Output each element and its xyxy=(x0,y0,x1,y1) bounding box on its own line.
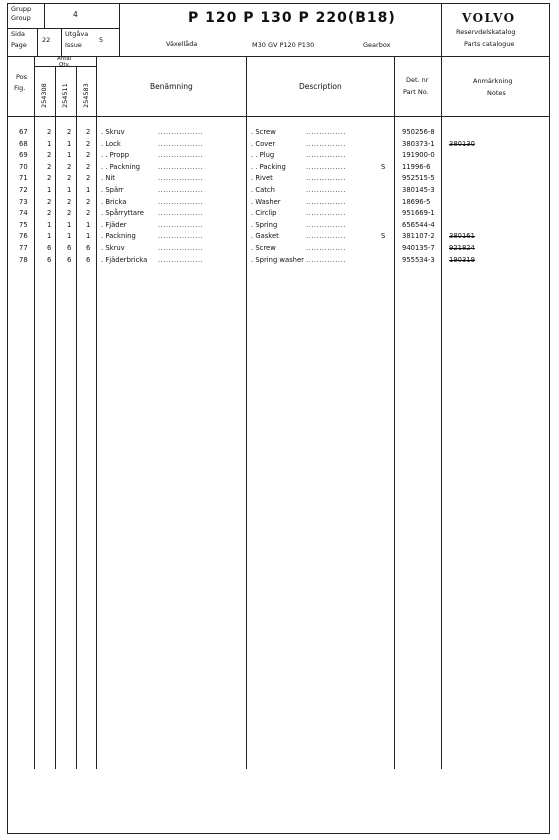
leader-dots: ................. xyxy=(158,151,204,160)
qty-cell: 1 xyxy=(67,186,72,194)
leader-dots: ............... xyxy=(306,174,346,183)
pos-cell: 71 xyxy=(19,174,28,183)
leader-dots: ............... xyxy=(306,197,346,206)
col-pos-en: Fig. xyxy=(14,84,26,92)
col-description: Description xyxy=(299,82,342,91)
header-vline xyxy=(119,3,120,56)
qty-cell: 6 xyxy=(86,244,91,252)
qty-cell: 2 xyxy=(67,162,72,171)
note-cell: 380130 xyxy=(449,139,475,148)
description-cell: . Catch xyxy=(251,186,275,194)
description-cell: . Cover xyxy=(251,139,276,148)
page-label-sv: Sida xyxy=(11,30,26,38)
pos-cell: 75 xyxy=(19,220,28,229)
qty-cell: 1 xyxy=(86,232,91,241)
leader-dots: ................. xyxy=(158,186,204,194)
suffix-cell: S xyxy=(381,162,386,171)
col-notes-sv: Anmärkning xyxy=(473,77,513,85)
name-sv-cell: . Lock xyxy=(101,139,121,148)
leader-dots: ............... xyxy=(306,139,346,148)
pos-cell: 68 xyxy=(19,139,28,148)
leader-dots: ............... xyxy=(306,232,346,241)
table-row xyxy=(0,140,559,151)
leader-dots: ................. xyxy=(158,232,204,241)
part-number-cell: 952515-5 xyxy=(402,174,435,183)
leader-dots: ............... xyxy=(306,255,346,264)
description-cell: . Screw xyxy=(251,128,276,136)
name-sv-cell: . Spärr xyxy=(101,186,124,194)
group-value: 4 xyxy=(73,10,78,19)
leader-dots: ............... xyxy=(306,128,346,136)
table-row xyxy=(0,198,559,209)
col-name-sv: Benämning xyxy=(150,82,193,91)
col-partno-sv: Det. nr xyxy=(406,76,429,84)
header-vline xyxy=(37,28,38,56)
qty-cell: 2 xyxy=(47,197,52,206)
description-cell: . Rivet xyxy=(251,174,273,183)
name-sv-cell: . Spårryttare xyxy=(101,209,144,218)
leader-dots: ................. xyxy=(158,139,204,148)
qty-cell: 6 xyxy=(86,255,91,264)
qty-cell: 2 xyxy=(67,209,72,218)
qty-cell: 2 xyxy=(47,209,52,218)
pos-cell: 69 xyxy=(19,151,28,160)
qty-cell: 6 xyxy=(67,255,72,264)
pos-cell: 77 xyxy=(19,244,28,252)
part-number-cell: 380145-3 xyxy=(402,186,435,194)
description-cell: . Spring xyxy=(251,220,278,229)
qty-cell: 2 xyxy=(86,197,91,206)
issue-value: 5 xyxy=(99,36,104,44)
qty-cell: 2 xyxy=(47,162,52,171)
header-vline xyxy=(441,3,442,56)
pos-cell: 72 xyxy=(19,186,28,194)
issue-label-en: Issue xyxy=(65,41,82,49)
page-title: P 120 P 130 P 220(B18) xyxy=(188,10,396,26)
qty-cell: 2 xyxy=(67,128,72,136)
catalog-en: Parts catalogue xyxy=(464,40,515,48)
description-cell: . Washer xyxy=(251,197,281,206)
leader-dots: ................. xyxy=(158,197,204,206)
note-cell: 921824 xyxy=(449,244,475,252)
subtitle-en: Gearbox xyxy=(363,41,391,49)
name-sv-cell: . . Propp xyxy=(101,151,130,160)
header-bottom-line xyxy=(7,56,550,57)
qty-cell: 6 xyxy=(47,255,52,264)
table-row xyxy=(0,186,559,197)
suffix-cell: S xyxy=(381,232,386,241)
volvo-logo: VOLVO xyxy=(462,11,516,25)
qty-cell: 2 xyxy=(47,151,52,160)
name-sv-cell: . Nit xyxy=(101,174,115,183)
col-qty-3: 254583 xyxy=(82,83,90,108)
part-number-cell: 955534-3 xyxy=(402,255,435,264)
leader-dots: ................. xyxy=(158,220,204,229)
qty-cell: 1 xyxy=(47,220,52,229)
leader-dots: ................. xyxy=(158,128,204,136)
page-label-en: Page xyxy=(11,41,27,49)
part-number-cell: 381107-2 xyxy=(402,232,435,241)
qty-cell: 2 xyxy=(67,174,72,183)
qty-cell: 1 xyxy=(86,186,91,194)
table-row xyxy=(0,209,559,220)
name-sv-cell: . Skruv xyxy=(101,128,125,136)
part-number-cell: 950256-8 xyxy=(402,128,435,136)
table-row xyxy=(0,232,559,243)
qty-cell: 1 xyxy=(67,232,72,241)
qty-cell: 2 xyxy=(86,209,91,218)
note-cell: 190319 xyxy=(449,255,475,264)
name-sv-cell: . . Packning xyxy=(101,162,141,171)
name-sv-cell: . Fjäder xyxy=(101,220,127,229)
issue-label-sv: Utgåva xyxy=(65,30,89,38)
pos-cell: 78 xyxy=(19,255,28,264)
qty-cell: 2 xyxy=(86,139,91,148)
qty-cell: 1 xyxy=(67,220,72,229)
description-cell: . . Plug xyxy=(251,151,275,160)
note-cell: 380161 xyxy=(449,232,475,241)
part-number-cell: 951669-1 xyxy=(402,209,435,218)
group-label-sv: Grupp xyxy=(11,5,32,13)
leader-dots: ................. xyxy=(158,244,204,252)
part-number-cell: 18696-5 xyxy=(402,197,431,206)
leader-dots: ............... xyxy=(306,151,346,160)
col-qty-en: Qty. xyxy=(59,62,70,68)
qty-cell: 2 xyxy=(86,151,91,160)
col-qty-2: 254511 xyxy=(61,83,69,108)
qty-cell: 2 xyxy=(86,162,91,171)
pos-cell: 73 xyxy=(19,197,28,206)
qty-cell: 2 xyxy=(86,128,91,136)
qty-cell: 1 xyxy=(86,220,91,229)
qty-cell: 2 xyxy=(86,174,91,183)
col-partno-en: Part No. xyxy=(403,88,429,96)
name-sv-cell: . Packning xyxy=(101,232,136,241)
qty-cell: 2 xyxy=(67,197,72,206)
qty-cell: 1 xyxy=(67,139,72,148)
qty-cell: 6 xyxy=(67,244,72,252)
name-sv-cell: . Fjäderbricka xyxy=(101,255,148,264)
subtitle-model: M30 GV P120 P130 xyxy=(252,41,315,49)
col-notes-en: Notes xyxy=(487,89,506,97)
header-divider xyxy=(7,28,119,29)
qty-cell: 2 xyxy=(47,174,52,183)
part-number-cell: 656544-4 xyxy=(402,220,435,229)
column-header-bottom-line xyxy=(7,116,550,117)
pos-cell: 76 xyxy=(19,232,28,241)
qty-cell: 1 xyxy=(67,151,72,160)
table-row xyxy=(0,256,559,267)
description-cell: . Gasket xyxy=(251,232,279,241)
part-number-cell: 380373-1 xyxy=(402,139,435,148)
pos-cell: 70 xyxy=(19,162,28,171)
pos-cell: 74 xyxy=(19,209,28,218)
description-cell: . Spring washer xyxy=(251,255,304,264)
part-number-cell: 940135-7 xyxy=(402,244,435,252)
part-number-cell: 191900-0 xyxy=(402,151,435,160)
header-vline xyxy=(44,3,45,28)
table-row xyxy=(0,174,559,185)
header-vline xyxy=(61,28,62,56)
name-sv-cell: . Bricka xyxy=(101,197,127,206)
qty-cell: 1 xyxy=(47,186,52,194)
leader-dots: ............... xyxy=(306,244,346,252)
leader-dots: ............... xyxy=(306,162,346,171)
page-value: 22 xyxy=(42,36,51,44)
pos-cell: 67 xyxy=(19,128,28,136)
catalog-sv: Reservdelskatalog xyxy=(456,28,516,36)
leader-dots: ............... xyxy=(306,209,346,218)
description-cell: . Circlip xyxy=(251,209,277,218)
table-row xyxy=(0,244,559,255)
subtitle-sv: Växellåda xyxy=(166,40,198,48)
leader-dots: ................. xyxy=(158,162,204,171)
qty-cell: 1 xyxy=(47,232,52,241)
description-cell: . . Packing xyxy=(251,162,286,171)
description-cell: . Screw xyxy=(251,244,276,252)
leader-dots: ............... xyxy=(306,220,346,229)
table-row xyxy=(0,151,559,162)
group-label-en: Group xyxy=(11,14,31,22)
col-qty-sv: Antal xyxy=(57,56,72,62)
qty-cell: 1 xyxy=(47,139,52,148)
name-sv-cell: . Skruv xyxy=(101,244,125,252)
part-number-cell: 11996-6 xyxy=(402,162,431,171)
table-row xyxy=(0,221,559,232)
table-row xyxy=(0,163,559,174)
qty-cell: 2 xyxy=(47,128,52,136)
col-pos-sv: Pos xyxy=(16,73,28,81)
col-qty-1: 254308 xyxy=(40,83,48,108)
leader-dots: ............... xyxy=(306,186,346,194)
leader-dots: ................. xyxy=(158,255,204,264)
table-row xyxy=(0,128,559,139)
leader-dots: ................. xyxy=(158,209,204,218)
leader-dots: ................. xyxy=(158,174,204,183)
qty-cell: 6 xyxy=(47,244,52,252)
